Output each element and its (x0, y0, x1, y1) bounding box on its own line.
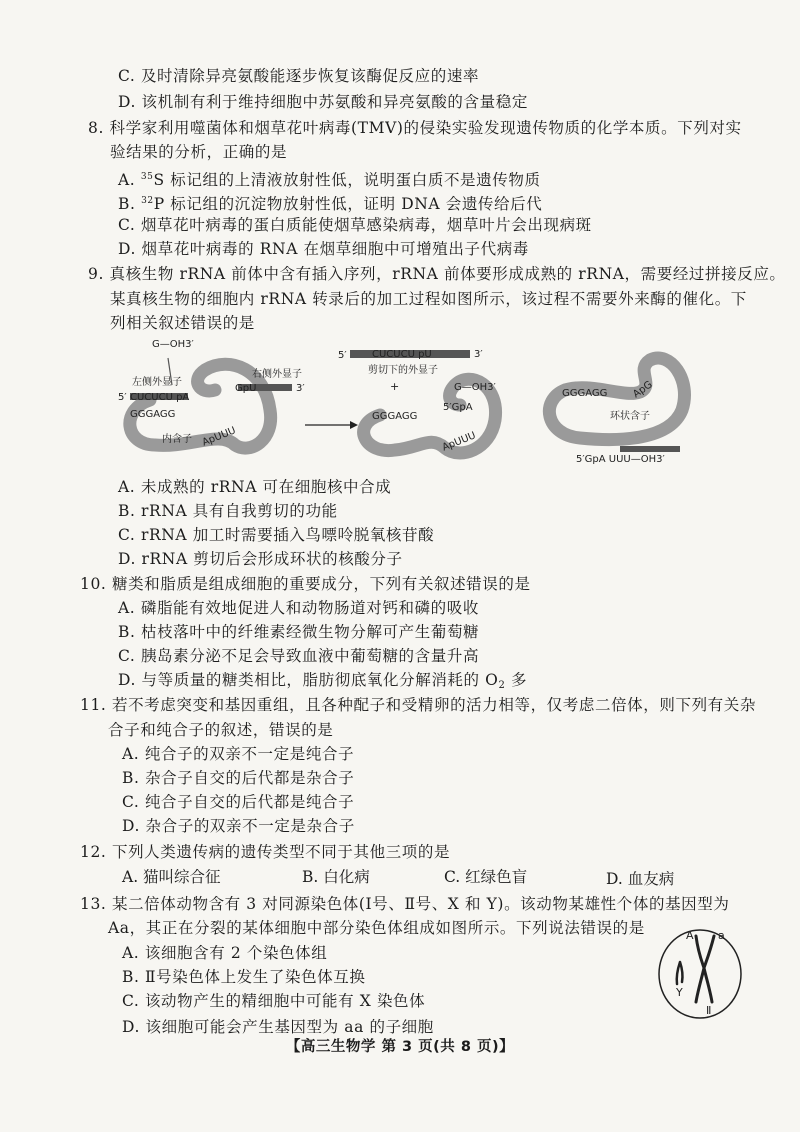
q12-option-c: C. 红绿色盲 (444, 868, 528, 886)
cell-outline (659, 930, 741, 1018)
gggagg-label-1: GGGAGG (130, 409, 176, 420)
q13-stem-1: 13. 某二倍体动物含有 3 对同源染色体(Ⅰ号、Ⅱ号、X 和 Y)。该动物某雄性个体的基因型为 (80, 895, 730, 913)
q13-option-c: C. 该动物产生的精细胞中可能有 X 染色体 (122, 992, 426, 1010)
q11-option-c: C. 纯合子自交的后代都是纯合子 (122, 793, 355, 811)
rrna-splicing-figure (110, 330, 710, 470)
five-gpa-label: 5′GpA (443, 402, 473, 413)
page-footer: 【高三生物学 第 3 页(共 8 页)】 (285, 1039, 515, 1055)
intron-label: 内含子 (162, 434, 192, 445)
q8-option-c: C. 烟草花叶病毒的蛋白质能使烟草感染病毒，烟草叶片会出现病斑 (118, 216, 592, 234)
q13-option-a: A. 该细胞含有 2 个染色体组 (122, 944, 328, 962)
q7-option-d: D. 该机制有利于维持细胞中苏氨酸和异亮氨酸的含量稳定 (118, 93, 528, 111)
gggagg-label-3: GGGAGG (562, 388, 608, 399)
q11-stem-1: 11. 若不考虑突变和基因重组，且各种配子和受精卵的活力相等，仅考虑二倍体，则下列有关杂 (80, 696, 756, 714)
chromosome-y (677, 962, 683, 984)
bottom-ends-label: 5′GpA UUU—OH3′ (576, 454, 665, 465)
cucucu-pu-label: CUCUCU pU (372, 349, 432, 360)
q12-stem: 12. 下列人类遗传病的遗传类型不同于其他三项的是 (80, 843, 451, 861)
gene-a-small: a (718, 929, 725, 942)
chromosome-y-label: Y (676, 986, 683, 999)
apuuu-label-1: ApUUU (200, 425, 238, 449)
q13-option-b: B. Ⅱ号染色体上发生了染色体互换 (122, 968, 366, 986)
q10-option-d: D. 与等质量的糖类相比，脂肪彻底氧化分解消耗的 $O_2$ 多 (118, 671, 528, 691)
q9-option-c: C. rRNA 加工时需要插入鸟嘌呤脱氧核苷酸 (118, 526, 435, 544)
q10-option-a: A. 磷脂能有效地促进人和动物肠道对钙和磷的吸收 (118, 599, 479, 617)
cell-chromosome-figure (652, 922, 752, 1022)
q11-option-d: D. 杂合子的双亲不一定是杂合子 (122, 817, 355, 835)
ring-intron-label: 环状含子 (610, 411, 650, 422)
five-prime-label: 5′ (118, 392, 127, 403)
apuuu-label-2: ApUUU (440, 430, 478, 454)
q13-stem-2: Aa，其正在分裂的某体细胞中部分染色体组成如图所示。下列说法错误的是 (108, 919, 645, 937)
gggagg-label-2: GGGAGG (372, 411, 418, 422)
q11-stem-2: 合子和纯合子的叙述，错误的是 (108, 721, 334, 739)
cut-exon-label: 剪切下的外显子 (368, 365, 438, 376)
q9-option-a: A. 未成熟的 rRNA 可在细胞核中合成 (118, 478, 392, 496)
five-prime-label-2: 5′ (338, 350, 347, 361)
q8-stem-2: 验结果的分析，正确的是 (110, 143, 288, 161)
cucucu-pa-label: CUCUCU pA (130, 392, 190, 403)
q13-option-d: D. 该细胞可能会产生基因型为 aa 的子细胞 (122, 1018, 434, 1036)
q8-stem-1: 8. 科学家利用噬菌体和烟草花叶病毒(TMV)的侵染实验发现遗传物质的化学本质。下列对实 (88, 119, 742, 137)
ring-bottom-bar (620, 446, 680, 452)
chromosome-ii-label: Ⅱ (706, 1004, 712, 1017)
q9-stem-3: 列相关叙述错误的是 (110, 314, 255, 332)
three-prime-label-2: 3′ (474, 349, 483, 360)
right-exon-label: 右侧外显子 (252, 369, 302, 380)
q7-option-c: C. 及时清除异亮氨酸能逐步恢复该酶促反应的速率 (118, 67, 480, 85)
q9-stem-2: 某真核生物的细胞内 rRNA 转录后的加工过程如图所示，该过程不需要外来酶的催化。下 (110, 290, 747, 308)
g-oh3-label-2: G—OH3′ (454, 382, 496, 393)
q10-option-c: C. 胰岛素分泌不足会导致血液中葡萄糖的含量升高 (118, 647, 480, 665)
q12-option-a: A. 猫叫综合征 (122, 868, 221, 886)
g-oh3-label: G—OH3′ (152, 339, 194, 350)
q9-stem-1: 9. 真核生物 rRNA 前体中含有插入序列，rRNA 前体要形成成熟的 rRNA，需要经过拼接反应。 (88, 265, 786, 283)
apg-label: ApG (631, 379, 655, 401)
q12-option-d: D. 血友病 (606, 870, 675, 888)
left-exon-label: 左侧外显子 (132, 377, 182, 388)
chromosome-ii (696, 936, 714, 1002)
gpu-label: GpU (235, 383, 257, 394)
q9-option-b: B. rRNA 具有自我剪切的功能 (118, 502, 338, 520)
q11-option-a: A. 纯合子的双亲不一定是纯合子 (122, 745, 355, 763)
q11-option-b: B. 杂合子自交的后代都是杂合子 (122, 769, 355, 787)
q8-option-d: D. 烟草花叶病毒的 RNA 在烟草细胞中可增殖出子代病毒 (118, 240, 529, 258)
gene-a-big: A (686, 929, 694, 942)
plus-sign: + (390, 380, 400, 393)
q10-stem: 10. 糖类和脂质是组成细胞的重要成分，下列有关叙述错误的是 (80, 575, 531, 593)
q10-option-b: B. 枯枝落叶中的纤维素经微生物分解可产生葡萄糖 (118, 623, 480, 641)
q9-option-d: D. rRNA 剪切后会形成环状的核酸分子 (118, 550, 403, 568)
q8-option-a: A. $^{35}$S 标记组的上清液放射性低，说明蛋白质不是遗传物质 (118, 171, 541, 190)
q12-option-b: B. 白化病 (302, 868, 370, 886)
three-prime-label-1: 3′ (296, 383, 305, 394)
q8-option-b: B. $^{32}$P 标记组的沉淀物放射性低，证明 DNA 会遗传给后代 (118, 195, 543, 214)
